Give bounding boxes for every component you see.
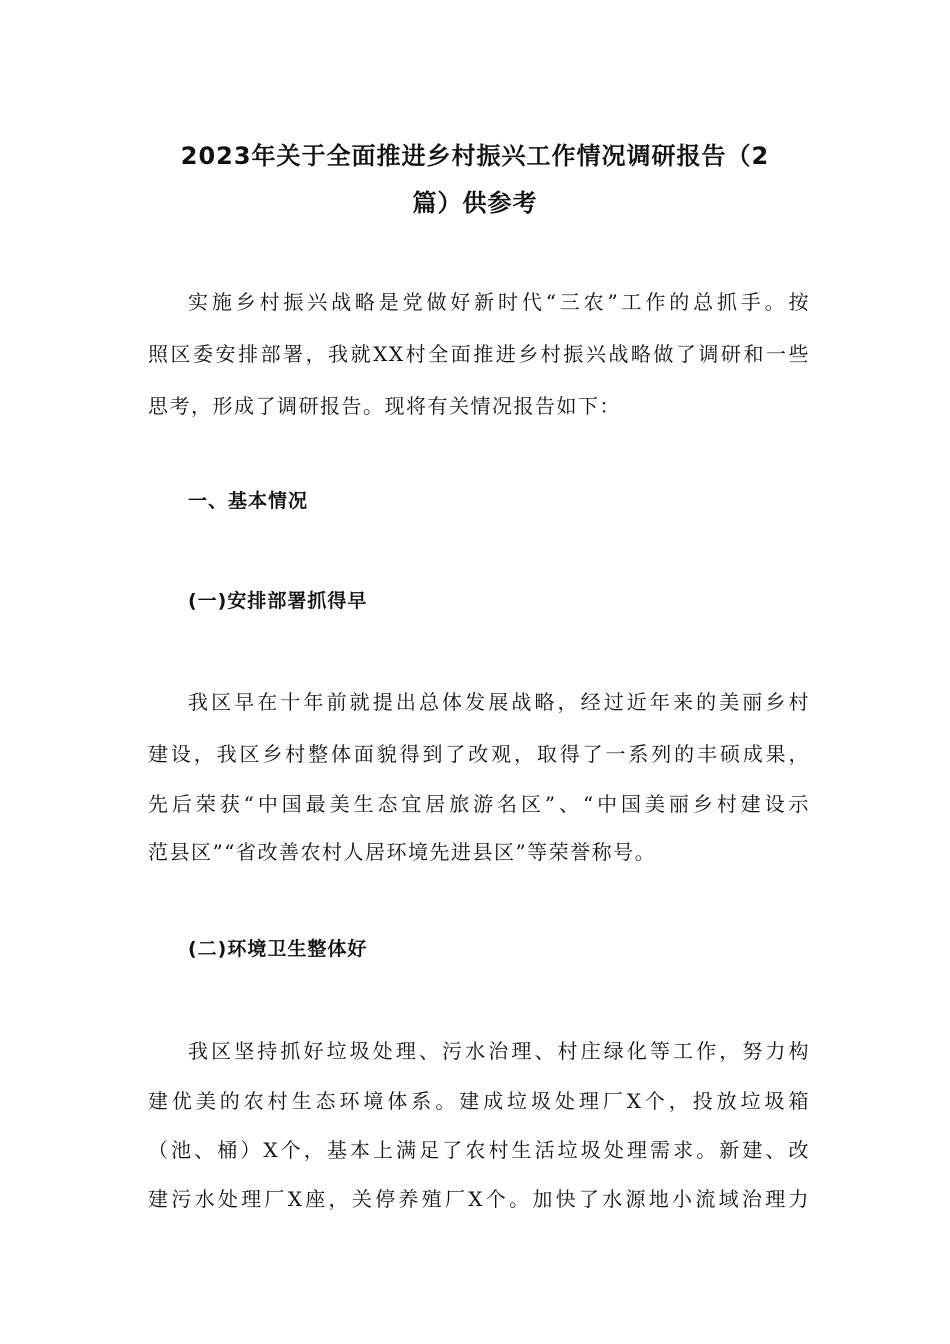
document-title-line-1: 2023年关于全面推进乡村振兴工作情况调研报告（2 bbox=[180, 142, 770, 170]
subsection-1-paragraph-line: 先后荣获“中国最美生态宜居旅游名区”、“中国美丽乡村建设示 bbox=[148, 792, 810, 816]
intro-paragraph-line: 思考，形成了调研报告。现将有关情况报告如下： bbox=[148, 394, 621, 418]
subsection-1-paragraph-line: 建设，我区乡村整体面貌得到了改观，取得了一系列的丰硕成果， bbox=[148, 742, 810, 766]
subsection-1-paragraph-line: 我区早在十年前就提出总体发展战略，经过近年来的美丽乡村 bbox=[188, 690, 810, 714]
subsection-2-paragraph-line: 建污水处理厂X座，关停养殖厂X个。加快了水源地小流域治理力 bbox=[148, 1187, 810, 1211]
section-heading-basic-situation: 一、基本情况 bbox=[188, 490, 309, 512]
subsection-1-paragraph-line: 范县区”“省改善农村人居环境先进县区”等荣誉称号。 bbox=[148, 840, 657, 864]
subsection-2-paragraph-line: （池、桶）X个，基本上满足了农村生活垃圾处理需求。新建、改 bbox=[148, 1138, 810, 1162]
subsection-heading-2: (二)环境卫生整体好 bbox=[188, 938, 368, 960]
subsection-heading-1: (一)安排部署抓得早 bbox=[188, 590, 368, 612]
document-title-line-2: 篇）供参考 bbox=[412, 189, 538, 217]
subsection-2-paragraph-line: 建优美的农村生态环境体系。建成垃圾处理厂X个，投放垃圾箱 bbox=[148, 1089, 810, 1113]
intro-paragraph-line: 照区委安排部署，我就XX村全面推进乡村振兴战略做了调研和一些 bbox=[148, 342, 810, 366]
subsection-2-paragraph-line: 我区坚持抓好垃圾处理、污水治理、村庄绿化等工作，努力构 bbox=[188, 1039, 810, 1063]
intro-paragraph-line: 实施乡村振兴战略是党做好新时代“三农”工作的总抓手。按 bbox=[188, 290, 810, 314]
